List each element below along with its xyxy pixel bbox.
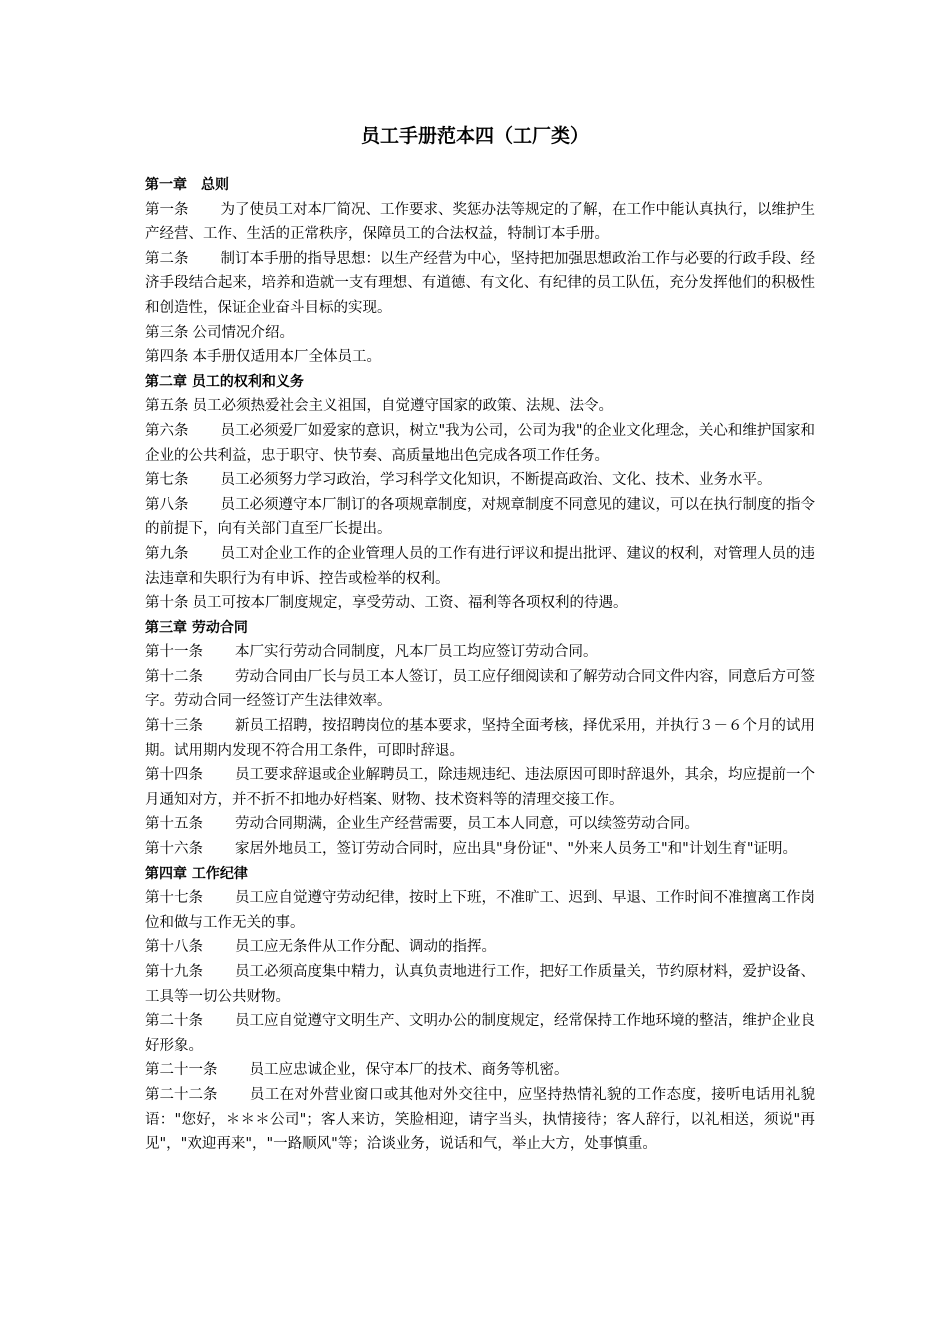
article-paragraph <box>145 812 815 837</box>
article-number: 第二十二条 <box>145 1086 218 1103</box>
article-paragraph <box>145 1058 815 1083</box>
chapter-heading: 第三章 劳动合同 <box>145 619 248 636</box>
chapter-heading: 第一章 总则 <box>145 177 229 193</box>
article-number: 第二条 <box>145 250 189 267</box>
article-text: 本厂实行劳动合同制度，凡本厂员工均应签订劳动合同。 <box>235 644 598 661</box>
article-text: 员工应忠诚企业，保守本厂的技术、商务等机密。 <box>249 1062 569 1079</box>
article-paragraph <box>145 345 815 370</box>
article-paragraph <box>145 321 815 346</box>
article-text: 员工应无条件从工作分配、调动的指挥。 <box>235 939 496 956</box>
article-paragraph <box>145 198 815 247</box>
article-text: 员工可按本厂制度规定，享受劳动、工资、福利等各项权利的待遇。 <box>192 595 628 612</box>
article-number: 第九条 <box>145 545 189 562</box>
article-text: 员工应自觉遵守文明生产、文明办公的制度规定，经常保持工作地环境的整洁，维护企业良好形象。 <box>145 1013 815 1054</box>
article-paragraph <box>145 935 815 960</box>
article-number: 第十四条 <box>145 767 203 784</box>
article-text: 公司情况介绍。 <box>192 324 294 341</box>
article-text: 员工必须努力学习政治，学习科学文化知识，不断提高政治、文化、技术、业务水平。 <box>220 472 772 489</box>
article-paragraph <box>145 960 815 1009</box>
article-paragraph <box>145 886 815 935</box>
article-text: 员工必须爱厂如爱家的意识，树立"我为公司，公司为我"的企业文化理念，关心和维护国家和企业的公共利益，忠于职守、快节奏、高质量地出色完成各项工作任务。 <box>145 422 815 464</box>
article-number: 第十八条 <box>145 939 203 956</box>
article-paragraph <box>145 247 815 321</box>
article-number: 第七条 <box>145 472 189 489</box>
article-text: 制订本手册的指导思想：以生产经营为中心，坚持把加强思想政治工作与必要的行政手段、经济手段结合起来，培养和造就一支有理想、有道德、有文化、有纪律的员工队伍，充分发挥他们的积极性和创造性，保证企业奋斗目标的实现。 <box>145 250 815 316</box>
article-text: 员工应自觉遵守劳动纪律，按时上下班，不准旷工、迟到、早退、工作时间不准擅离工作岗位和做与工作无关的事。 <box>145 890 815 931</box>
article-paragraph <box>145 763 815 812</box>
chapter-heading: 第二章 员工的权利和义务 <box>145 373 304 390</box>
article-paragraph <box>145 640 815 665</box>
article-paragraph <box>145 419 815 468</box>
article-paragraph <box>145 542 815 591</box>
article-paragraph <box>145 1009 815 1058</box>
article-text: 员工必须高度集中精力，认真负责地进行工作，把好工作质量关，节约原材料，爱护设备、工具等一切公共财物。 <box>145 964 815 1005</box>
article-paragraph <box>145 714 815 763</box>
article-number: 第十条 <box>145 595 189 612</box>
article-text: 本手册仅适用本厂全体员工。 <box>192 349 381 366</box>
article-text: 劳动合同期满，企业生产经营需要，员工本人同意，可以续签劳动合同。 <box>235 816 699 833</box>
article-text: 员工必须遵守本厂制订的各项规章制度，对规章制度不同意见的建议，可以在执行制度的指令的前提下，向有关部门直至厂长提出。 <box>145 496 815 538</box>
article-number: 第十七条 <box>145 890 203 907</box>
article-paragraph <box>145 468 815 493</box>
article-number: 第二十一条 <box>145 1062 218 1079</box>
article-text: 员工要求辞退或企业解聘员工，除违规违纪、违法原因可即时辞退外，其余，均应提前一个月通知对方，并不折不扣地办好档案、财物、技术资料等的清理交接工作。 <box>145 767 815 808</box>
article-paragraph <box>145 493 815 542</box>
article-text: 为了使员工对本厂简况、工作要求、奖惩办法等规定的了解，在工作中能认真执行，以维护生产经营、工作、生活的正常秩序，保障员工的合法权益，特制订本手册。 <box>145 201 815 243</box>
article-paragraph <box>145 665 815 714</box>
article-paragraph <box>145 1083 815 1157</box>
article-text: 新员工招聘，按招聘岗位的基本要求，坚持全面考核，择优采用，并执行３－６个月的试用期。试用期内发现不符合用工条件，可即时辞退。 <box>145 718 815 759</box>
article-number: 第八条 <box>145 496 189 513</box>
article-paragraph <box>145 394 815 419</box>
article-number: 第五条 <box>145 398 189 415</box>
article-number: 第三条 <box>145 324 189 341</box>
article-text: 员工对企业工作的企业管理人员的工作有进行评议和提出批评、建议的权利，对管理人员的违法违章和失职行为有申诉、控告或检举的权利。 <box>145 545 815 587</box>
article-text: 员工必须热爱社会主义祖国，自觉遵守国家的政策、法规、法令。 <box>192 398 613 415</box>
article-number: 第十三条 <box>145 718 203 735</box>
article-number: 第四条 <box>145 349 189 366</box>
article-number: 第一条 <box>145 201 189 218</box>
article-number: 第十二条 <box>145 668 203 685</box>
article-text: 家居外地员工，签订劳动合同时，应出具"身份证"、"外来人员务工"和"计划生育"证明。 <box>235 841 798 858</box>
document-body <box>145 173 815 1157</box>
article-number: 第十五条 <box>145 816 203 833</box>
article-paragraph <box>145 837 815 862</box>
article-text: 员工在对外营业窗口或其他对外交往中，应坚持热情礼貌的工作态度，接听电话用礼貌语："您好，＊＊＊公司"；客人来访，笑脸相迎，请字当头，执情接待；客人辞行，以礼相送，须说"再见"，"欢迎再来"，"一路顺风"等；洽谈业务，说话和气，举止大方，处事慎重。 <box>145 1086 815 1153</box>
article-number: 第二十条 <box>145 1013 203 1030</box>
article-number: 第十一条 <box>145 644 203 661</box>
chapter-heading: 第四章 工作纪律 <box>145 865 248 882</box>
document-title: 员工手册范本四（工厂类） <box>360 125 589 147</box>
article-number: 第六条 <box>145 422 189 439</box>
article-number: 第十九条 <box>145 964 203 980</box>
article-number: 第十六条 <box>145 841 203 858</box>
article-text: 劳动合同由厂长与员工本人签订，员工应仔细阅读和了解劳动合同文件内容，同意后方可签字。劳动合同一经签订产生法律效率。 <box>145 668 815 710</box>
article-paragraph <box>145 591 815 616</box>
